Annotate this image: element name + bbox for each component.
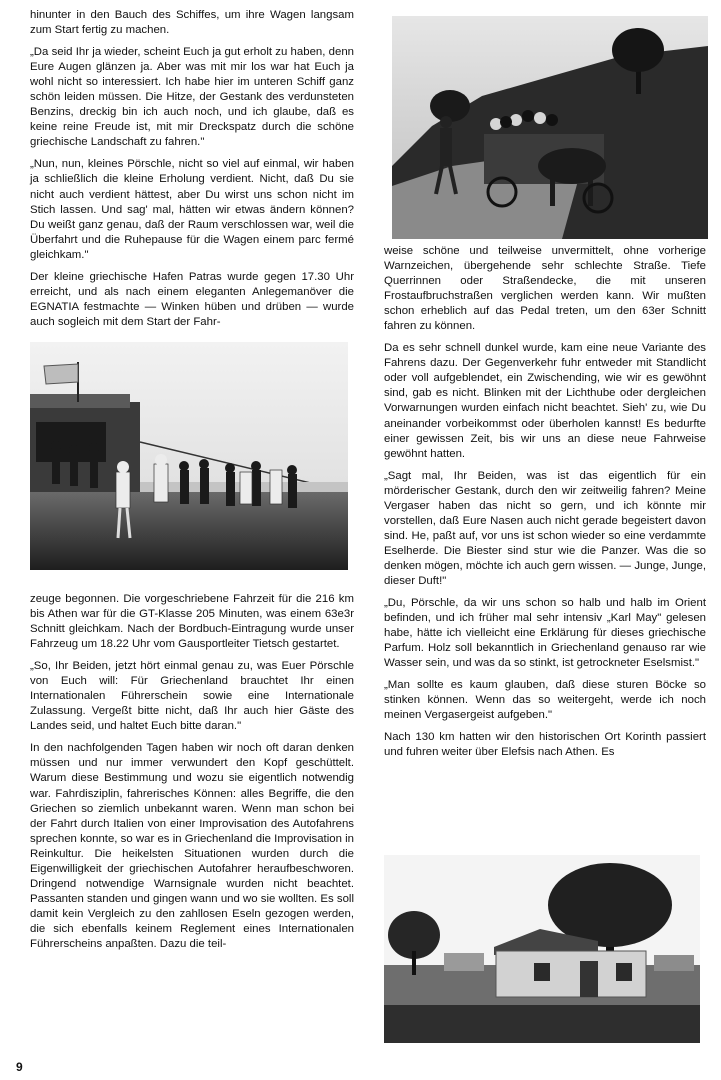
left-column [30, 8, 354, 959]
paragraph: zeuge begonnen. Die vorgeschriebene Fahrzeit für die 216 km bis Athen war für die GT-Klasse 205 Minuten, was einem 63e3r Schnitt gleichkam. Nach der Bordbuch-Eintragung wurde unser Fahrzeug um 18.22 Uhr vom Gausportleiter Tietsch gestartet. [30, 592, 354, 651]
paragraph: Der kleine griechische Hafen Patras wurde gegen 17.30 Uhr erreicht, und als nach einem eleganten Anlegemanöver die EGNATIA festmachte — Winken hüben und drüben — wurde auch sogleich mit dem Start der Fahr- [30, 270, 354, 328]
ship-harbor-image [30, 342, 348, 570]
paragraph: In den nachfolgenden Tagen haben wir noch oft daran denken müssen und nur immer verwundert den Kopf geschüttelt. Warum diese Bestimmung und wozu sie eigentlich notwendig war. Fahrdisziplin, fahrerisches Können: alles Begriffe, die den Griechen so ziemlich unbekannt waren. Wenn man schon bei der Fahrt durch Italien von einer Improvisation des Autofahrens sprechen konnte, so war es in Griechenland die Improvisation in Reinkultur. Die heikelsten Situationen wurden durch die Eigenwilligkeit der griechischen Autofahrer heraufbeschworen. Dringend notwendige Warnsignale wurden nicht beachtet. Passanten standen und gingen wann und wo sie wollten. Es soll damit kein Vergleich zu den zahllosen Eseln gezogen werden, die sich ebenfalls keinem Reglement eines Internationalen Führerscheins anpaßten. Dazu die teil- [30, 742, 354, 950]
paragraph: weise schöne und teilweise unvermittelt, ohne vorherige Warnzeichen, übergehende sehr schlechte Straße. Tiefe Querrinnen oder Straßendecke, die mit unseren Frostaufbruchstraßen verglichen werden kann. Wir mußten schon erheblich auf das Pedal treten, um den 63er Schnitt fahren zu können. [384, 245, 706, 333]
ox-cart-road-photo [392, 16, 708, 239]
paragraph: Da es sehr schnell dunkel wurde, kam eine neue Variante des Fahrens dazu. Der Gegenverkehr fuhr entweder mit Standlicht oder voll aufgeblendet, ein Zwischending, wie wir es gewöhnt sind, gab es nicht. Blinken mit der Lichthube oder dergleichen Vorwarnungen wurden einfach nicht beachtet. Sieh' zu, wie Du aneinander vorbeikommst oder überholen kannst! Es bedurfte einer gewissen Zeit, bis wir uns an diese neue Fahrweise gewöhnt hatten. [384, 342, 706, 460]
paragraph: Nach 130 km hatten wir den historischen Ort Korinth passiert und fuhren weiter über Elefsis nach Athen. Es [384, 731, 706, 759]
paragraph: „Du, Pörschle, da wir uns schon so halb und halb im Orient befinden, und ich früher mal sehr intensiv „Karl May" gelesen habe, hätte ich vielleicht eine Erklärung für dieses griechische Parfum. Holz soll bekanntlich in Griechenland genauso rar wie Wasser sein, und was da so stinkt, ist getrockneter Eselsmist." [384, 597, 706, 670]
paragraph: „Da seid Ihr ja wieder, scheint Euch ja gut erholt zu haben, denn Eure Augen glänzen ja. Aber was mit mir los war hat Euch ja wohl nicht so interessiert. Ich habe hier im unteren Schiff ganz schön leiden müssen. Die Hitze, der Gestank des verdunsteten Benzins, dreckig bin ich auch noch, und ich glaube, daß es keine reine Freude ist, mit mir Dreckspatz durch die schöne griechische Landschaft zu fahren." [30, 46, 354, 149]
village-house-photo [384, 855, 700, 1043]
village-house-image [384, 855, 700, 1043]
ship-harbor-photo [30, 342, 348, 570]
ox-cart-image [392, 16, 708, 239]
paragraph: „Nun, nun, kleines Pörschle, nicht so viel auf einmal, wir haben ja schließlich die kleine Erholung verdient. Nicht, daß Du sie nicht auch verdient hättest, aber Du wirst uns schon nicht im Stich lassen. Und sag' mal, hätten wir etwas ändern können? Du weißt ganz genau, daß der Raum verschlossen war, weil die Überfahrt und die Ruhepause für die Wagen einem parc fermé gleichkam." [30, 158, 354, 261]
paragraph: „Man sollte es kaum glauben, daß diese sturen Böcke so stinken können. Wenn das so weitergeht, werde ich noch meinen Vergasergeist aufgeben." [384, 679, 706, 722]
paragraph: „So, Ihr Beiden, jetzt hört einmal genau zu, was Euer Pörschle von Euch will: Für Griechenland brauchtet Ihr einen Internationalen Führerschein sowie eine Internationale Zulassung. Vergeßt bitte nicht, daß Ihr auch hier Gäste des Landes seid, und haltet Euch bitte daran." [30, 660, 354, 733]
paragraph: hinunter in den Bauch des Schiffes, um ihre Wagen langsam zum Start fertig zu machen. [30, 9, 354, 37]
page-number: 9 [16, 1060, 23, 1074]
right-column [384, 244, 706, 768]
paragraph: „Sagt mal, Ihr Beiden, was ist das eigentlich für ein mörderischer Gestank, durch den wir zeitweilig fahren? Meine Vergaser haben das nicht so gern, und ich könnte mir vorstellen, daß Eure Nasen auch nicht gerade begeistert davon sind. He, paßt auf, vor uns ist schon wieder so eine verdammte Eselherde. Die Biester sind stur wie die Panzer. Was die so denken mögen, möchte ich auch gern wissen. — Junge, Junge, dieser Duft!" [384, 469, 706, 587]
